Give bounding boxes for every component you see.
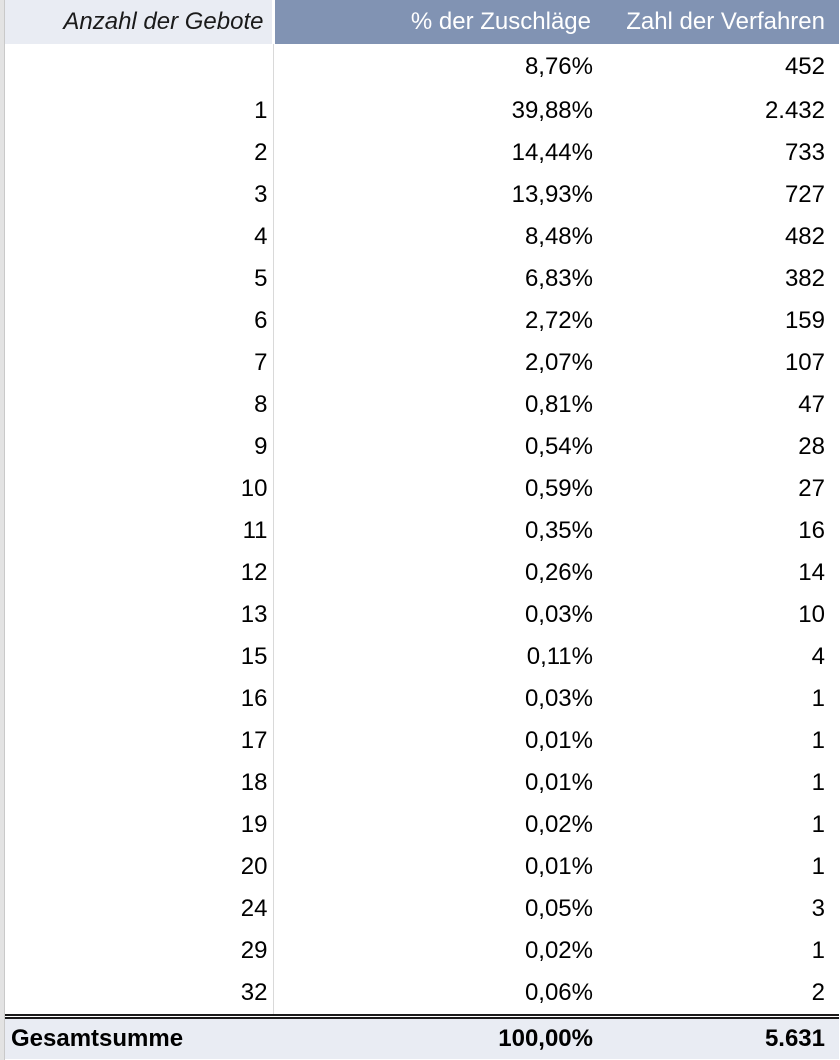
count-cell[interactable]: 1 <box>811 853 825 880</box>
pivot-table <box>5 0 839 1059</box>
row-key-cell[interactable]: 20 <box>5 846 273 888</box>
grand-total-label[interactable]: Gesamtsumme <box>5 1017 273 1060</box>
table-row <box>5 216 839 258</box>
count-cell[interactable]: 47 <box>798 391 825 418</box>
count-cell[interactable]: 14 <box>798 559 825 586</box>
row-key-cell[interactable]: 19 <box>5 804 273 846</box>
row-key-cell[interactable]: 1 <box>5 90 273 132</box>
percent-cell[interactable]: 0,01% <box>524 853 593 880</box>
count-cell[interactable]: 2 <box>811 979 825 1006</box>
count-cell[interactable]: 1 <box>811 937 825 964</box>
percent-cell[interactable]: 0,02% <box>524 811 593 838</box>
table-row <box>5 552 839 594</box>
count-cell[interactable]: 1 <box>811 769 825 796</box>
count-cell[interactable]: 28 <box>798 433 825 460</box>
column-header-percent[interactable]: % der Zuschläge <box>273 0 599 44</box>
table-row <box>5 972 839 1017</box>
percent-cell[interactable]: 8,48% <box>524 223 593 250</box>
table-row <box>5 846 839 888</box>
row-key-cell[interactable]: 6 <box>5 300 273 342</box>
percent-cell[interactable]: 0,54% <box>524 433 593 460</box>
count-cell[interactable]: 16 <box>798 517 825 544</box>
table-row <box>5 762 839 804</box>
table-row <box>5 468 839 510</box>
row-key-cell[interactable]: 15 <box>5 636 273 678</box>
percent-cell[interactable]: 0,06% <box>524 979 593 1006</box>
row-key-cell[interactable]: 7 <box>5 342 273 384</box>
table-row <box>5 804 839 846</box>
percent-cell[interactable]: 0,03% <box>524 685 593 712</box>
count-cell[interactable]: 1 <box>811 727 825 754</box>
row-key-cell[interactable]: 3 <box>5 174 273 216</box>
count-cell[interactable]: 107 <box>784 349 825 376</box>
count-cell[interactable]: 4 <box>811 643 825 670</box>
grand-total-count[interactable]: 5.631 <box>599 1017 839 1060</box>
table-row <box>5 930 839 972</box>
table-row <box>5 174 839 216</box>
percent-cell[interactable]: 0,01% <box>524 727 593 754</box>
grand-total-percent[interactable]: 100,00% <box>273 1017 599 1060</box>
table-row <box>5 594 839 636</box>
count-cell[interactable]: 1 <box>811 685 825 712</box>
percent-cell[interactable]: 0,35% <box>524 517 593 544</box>
percent-cell[interactable]: 2,72% <box>524 307 593 334</box>
table-row <box>5 678 839 720</box>
count-cell[interactable]: 3 <box>811 895 825 922</box>
count-cell[interactable]: 452 <box>784 53 825 80</box>
row-key-cell[interactable]: 24 <box>5 888 273 930</box>
table-row <box>5 300 839 342</box>
count-cell[interactable]: 727 <box>784 181 825 208</box>
grand-total-row <box>5 1017 839 1060</box>
table-row <box>5 258 839 300</box>
row-key-cell[interactable]: 16 <box>5 678 273 720</box>
row-key-cell[interactable]: 12 <box>5 552 273 594</box>
row-key-cell[interactable]: 18 <box>5 762 273 804</box>
header-row <box>5 0 839 44</box>
row-field-header[interactable]: Anzahl der Gebote <box>5 0 273 44</box>
row-key-cell[interactable]: 29 <box>5 930 273 972</box>
table-row <box>5 384 839 426</box>
row-key-cell[interactable]: 13 <box>5 594 273 636</box>
count-cell[interactable]: 733 <box>784 139 825 166</box>
row-key-cell[interactable]: 32 <box>5 972 273 1017</box>
count-cell[interactable]: 482 <box>784 223 825 250</box>
pivot-body <box>5 44 839 1017</box>
table-row <box>5 510 839 552</box>
row-key-cell[interactable]: 17 <box>5 720 273 762</box>
percent-cell[interactable]: 0,03% <box>524 601 593 628</box>
row-key-cell[interactable]: 8 <box>5 384 273 426</box>
row-key-cell[interactable]: 2 <box>5 132 273 174</box>
percent-cell[interactable]: 0,01% <box>524 769 593 796</box>
row-key-cell[interactable]: 10 <box>5 468 273 510</box>
row-key-cell[interactable]: 11 <box>5 510 273 552</box>
percent-cell[interactable]: 0,02% <box>524 937 593 964</box>
count-cell[interactable]: 1 <box>811 811 825 838</box>
row-key-cell[interactable]: 9 <box>5 426 273 468</box>
count-cell[interactable]: 27 <box>798 475 825 502</box>
row-key-cell[interactable] <box>5 44 273 90</box>
table-row <box>5 90 839 132</box>
percent-cell[interactable]: 0,81% <box>524 391 593 418</box>
count-cell[interactable]: 10 <box>798 601 825 628</box>
percent-cell[interactable]: 39,88% <box>511 97 593 124</box>
percent-cell[interactable]: 6,83% <box>524 265 593 292</box>
percent-cell[interactable]: 0,59% <box>524 475 593 502</box>
count-cell[interactable]: 382 <box>784 265 825 292</box>
count-cell[interactable]: 159 <box>784 307 825 334</box>
percent-cell[interactable]: 13,93% <box>511 181 593 208</box>
table-row <box>5 342 839 384</box>
row-key-cell[interactable]: 4 <box>5 216 273 258</box>
table-row <box>5 132 839 174</box>
table-row <box>5 636 839 678</box>
table-row <box>5 888 839 930</box>
percent-cell[interactable]: 2,07% <box>524 349 593 376</box>
table-row <box>5 44 839 90</box>
count-cell[interactable]: 2.432 <box>764 97 825 124</box>
percent-cell[interactable]: 0,11% <box>526 643 593 670</box>
percent-cell[interactable]: 0,26% <box>524 559 593 586</box>
percent-cell[interactable]: 14,44% <box>511 139 593 166</box>
row-key-cell[interactable]: 5 <box>5 258 273 300</box>
percent-cell[interactable]: 0,05% <box>524 895 593 922</box>
percent-cell[interactable]: 8,76% <box>524 53 593 80</box>
column-header-count[interactable]: Zahl der Verfahren <box>599 0 839 44</box>
table-row <box>5 720 839 762</box>
table-row <box>5 426 839 468</box>
